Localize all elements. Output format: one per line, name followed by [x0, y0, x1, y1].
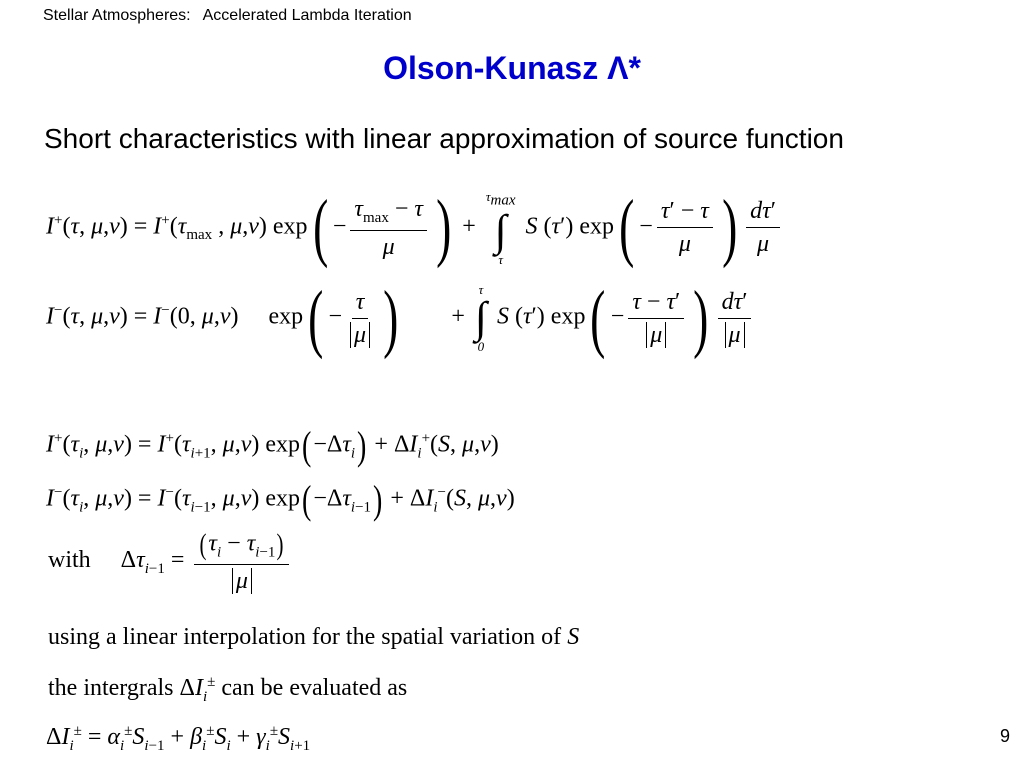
equation-delta-i-weights: $\Delta I_i^\pm = \alpha_i^\pm S_{i-1} + \beta_i^\pm S_i + \gamma_i^\pm S_{i+1}$ — [46, 723, 311, 754]
equation-delta-tau: with $\Delta\tau_{i-1}$ = $\frac{(\tau_i - \tau_{i-1})}{\mu}$ — [48, 530, 293, 593]
slide-header — [43, 7, 424, 25]
header-course: Stellar Atmospheres: — [43, 7, 191, 24]
with-label: with — [48, 547, 91, 574]
equation-i-minus-discrete: $I^-(\tau_i$, $\mu,v) = I^-(\tau_{i-1}$, μ,v) $\exp(-\Delta\tau_{i-1}) + \Delta I_i^-(S$, μ,v) — [46, 477, 515, 522]
header-topic: Accelerated Lambda Iteration — [202, 7, 412, 24]
equation-i-plus-discrete: $I^+(\tau_i$, $\mu,v) = I^+(\tau_{i+1}$, μ,v) $\exp(-\Delta\tau_i) + \Delta I_i^+(S$, μ,v) — [46, 423, 499, 468]
intro-text: Short characteristics with linear approximation of source function — [44, 123, 844, 154]
page-number: 9 — [999, 726, 1010, 746]
integrals-suffix: can be evaluated as — [221, 675, 408, 701]
integrals-prefix: the intergrals — [48, 675, 174, 701]
slide-title: Olson-Kunasz Λ* — [383, 50, 641, 86]
equation-i-minus-formal: I−(τ, μ,v) = I−(0, μ,v) exp( − $\frac{\tau}{\mu}$ ) + τ ∫ 0 S (τ′) exp( − $\frac{\tau - \tau'}{\mu}$ ) $\frac{d\tau'}{\mu}$ — [46, 283, 755, 353]
integrals-text: the intergrals $\Delta I_i^\pm$ can be evaluated as — [48, 674, 408, 705]
interpolation-prefix: using a linear interpolation for the spatial variation of — [48, 624, 562, 650]
interpolation-var: S — [567, 624, 580, 650]
equation-i-plus-formal: I+(τ, $\mu,v) = I^+(\tau_{max}$ , μ,v) exp( − $\frac{\tau_{max} - \tau}{\mu}$ ) + $\tau_{max}$ ∫ τ S (τ′) exp( − $\frac{\tau' - \tau}{\mu}$ ) $\frac{d\tau'}{\mu}$ — [46, 190, 784, 266]
interpolation-text — [48, 624, 579, 651]
